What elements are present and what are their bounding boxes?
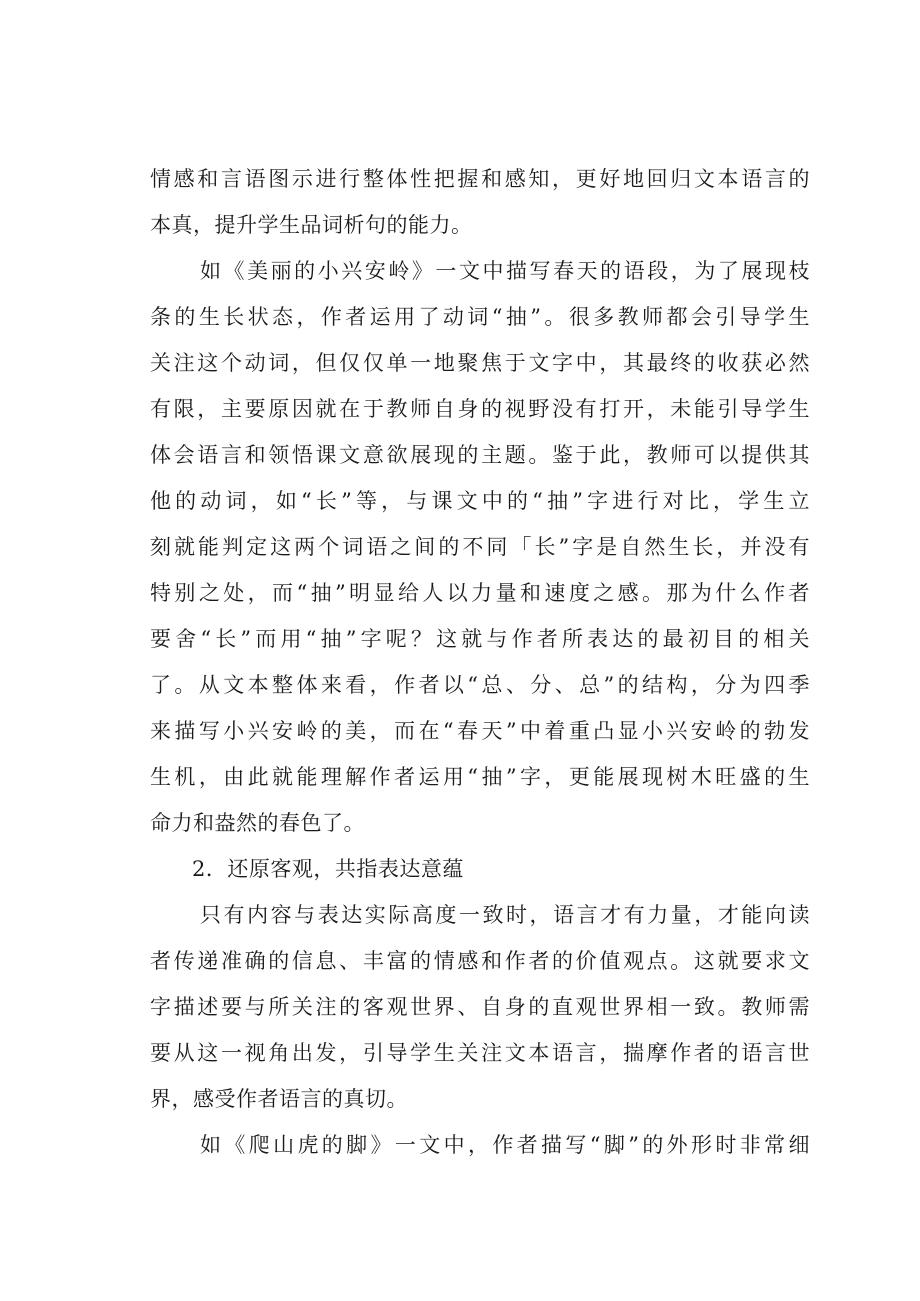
text-line: 来描写小兴安岭的美，而在“春天”中着重凸显小兴安岭的勃发 xyxy=(150,719,810,743)
paragraph-first-line: 如《爬山虎的脚》一文中，作者描写“脚”的外形时非常细 xyxy=(200,1133,810,1157)
paragraph-first-line: 只有内容与表达实际高度一致时，语言才有力量，才能向读 xyxy=(200,903,810,927)
text-line: 情感和言语图示进行整体性把握和感知，更好地回归文本语言的 xyxy=(150,167,810,191)
text-line: 命力和盎然的春色了。 xyxy=(150,811,365,835)
text-line: 字描述要与所关注的客观世界、自身的直观世界相一致。教师需 xyxy=(150,995,810,1019)
text-line: 他的动词，如“长”等，与课文中的“抽”字进行对比，学生立 xyxy=(150,489,810,513)
text-line: 关注这个动词，但仅仅单一地聚焦于文字中，其最终的收获必然 xyxy=(150,351,810,375)
text-line: 条的生长状态，作者运用了动词“抽”。很多教师都会引导学生 xyxy=(150,305,810,329)
text-line: 有限，主要原因就在于教师自身的视野没有打开，未能引导学生 xyxy=(150,397,810,421)
text-line: 了。从文本整体来看，作者以“总、分、总”的结构，分为四季 xyxy=(150,673,810,697)
text-line: 生机，由此就能理解作者运用“抽”字，更能展现树木旺盛的生 xyxy=(150,765,810,789)
text-line: 界，感受作者语言的真切。 xyxy=(150,1087,408,1111)
text-line: 者传递准确的信息、丰富的情感和作者的价值观点。这就要求文 xyxy=(150,949,810,973)
text-line: 体会语言和领悟课文意欲展现的主题。鉴于此，教师可以提供其 xyxy=(150,443,810,467)
text-line: 要从这一视角出发，引导学生关注文本语言，揣摩作者的语言世 xyxy=(150,1041,810,1065)
text-line: 本真，提升学生品词析句的能力。 xyxy=(150,213,473,237)
text-line: 要舍“长”而用“抽”字呢？这就与作者所表达的最初目的相关 xyxy=(150,627,810,651)
text-line: 刻就能判定这两个词语之间的不同「长”字是自然生长，并没有 xyxy=(150,535,810,559)
text-line: 特别之处，而“抽”明显给人以力量和速度之感。那为什么作者 xyxy=(150,581,810,605)
paragraph-first-line: 如《美丽的小兴安岭》一文中描写春天的语段，为了展现枝 xyxy=(200,259,810,283)
body-text xyxy=(150,156,810,1168)
section-heading: 2．还原客观，共指表达意蕴 xyxy=(192,857,464,881)
